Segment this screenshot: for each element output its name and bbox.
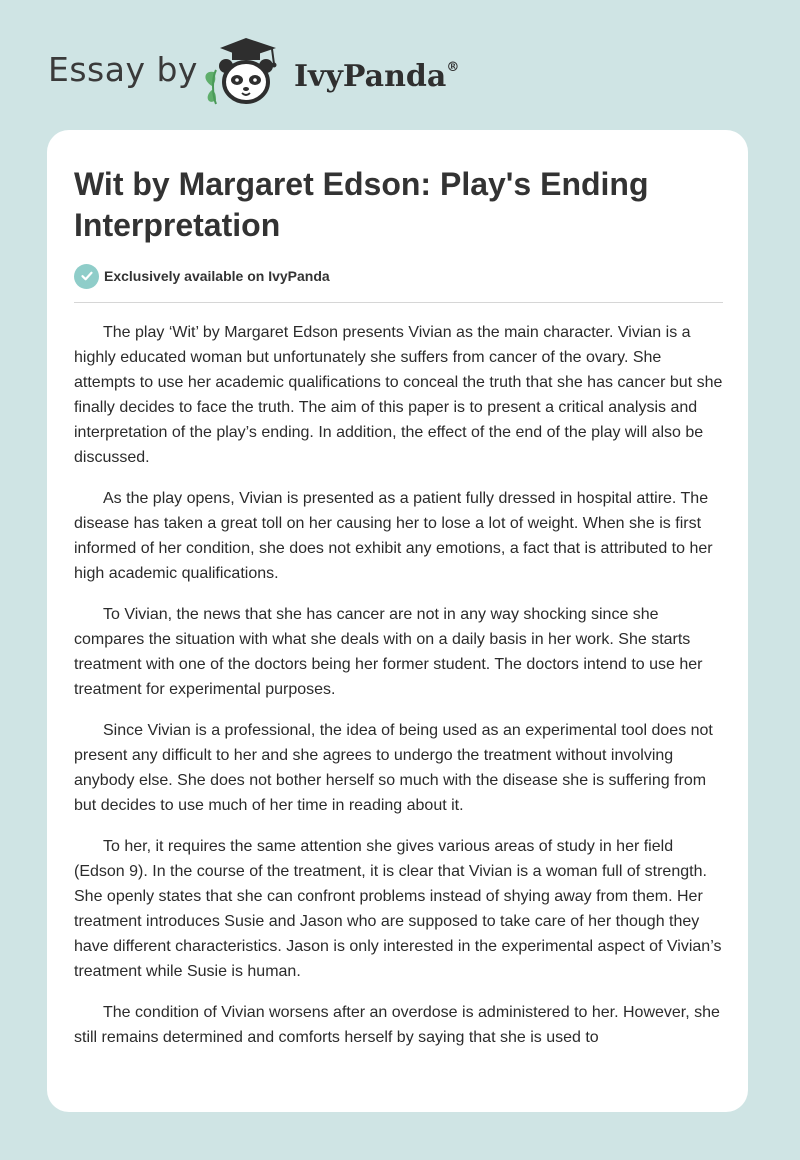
checkmark-icon [74, 264, 99, 289]
article-title: Wit by Margaret Edson: Play's Ending Interpretation [74, 166, 649, 243]
site-header [0, 0, 800, 130]
paragraph: The play ‘Wit’ by Margaret Edson presents Vivian as the main character. Vivian is a highly educated woman but unfortunately she suffers from cancer of the ovary. She attempts to use her academic qualifications to conceal the truth that she has cancer but she finally decides to face the truth. The aim of this paper is to present a critical analysis and interpretation of the play’s ending. In addition, the effect of the end of the play will also be discussed. [74, 324, 723, 466]
registered-mark: ® [446, 60, 460, 75]
paragraph: To Vivian, the news that she has cancer are not in any way shocking since she compares the situation with what she deals with on a daily basis in her work. She starts treatment with one of the doctors being her former student. The doctors intend to use her treatment for experimental purposes. [74, 606, 703, 698]
paragraph: Since Vivian is a professional, the idea of being used as an experimental tool does not present any difficult to her and she agrees to undergo the treatment without involving anybody else. She does not bother herself so much with the disease she is suffering from but decides to use much of her time in reading about it. [74, 722, 713, 814]
exclusive-badge-label: Exclusively available on IvyPanda [104, 268, 330, 284]
article-card [47, 130, 748, 1112]
title-divider [74, 302, 723, 303]
exclusive-badge [74, 263, 330, 289]
paragraph: The condition of Vivian worsens after an overdose is administered to her. However, she still remains determined and comforts herself by saying that she is used to [74, 1004, 720, 1046]
essay-by-label: Essay by [48, 50, 198, 89]
brand-name[interactable]: IvyPanda® [294, 59, 460, 94]
paragraph: As the play opens, Vivian is presented as a patient fully dressed in hospital attire. The disease has taken a great toll on her causing her to lose a lot of weight. When she is first informed of her condition, she does not exhibit any emotions, a fact that is attributed to her high academic qualifications. [74, 490, 713, 582]
panda-logo-icon[interactable] [198, 34, 292, 110]
article-body [74, 320, 724, 1066]
paragraph: To her, it requires the same attention she gives various areas of study in her field (Edson 9). In the course of the treatment, it is clear that Vivian is a woman full of strength. She openly states that she can confront problems instead of shying away from them. Her treatment introduces Susie and Jason who are supposed to take care of her though they have different characteristics. Jason is only interested in the experimental aspect of Vivian’s treatment while Susie is human. [74, 838, 722, 980]
